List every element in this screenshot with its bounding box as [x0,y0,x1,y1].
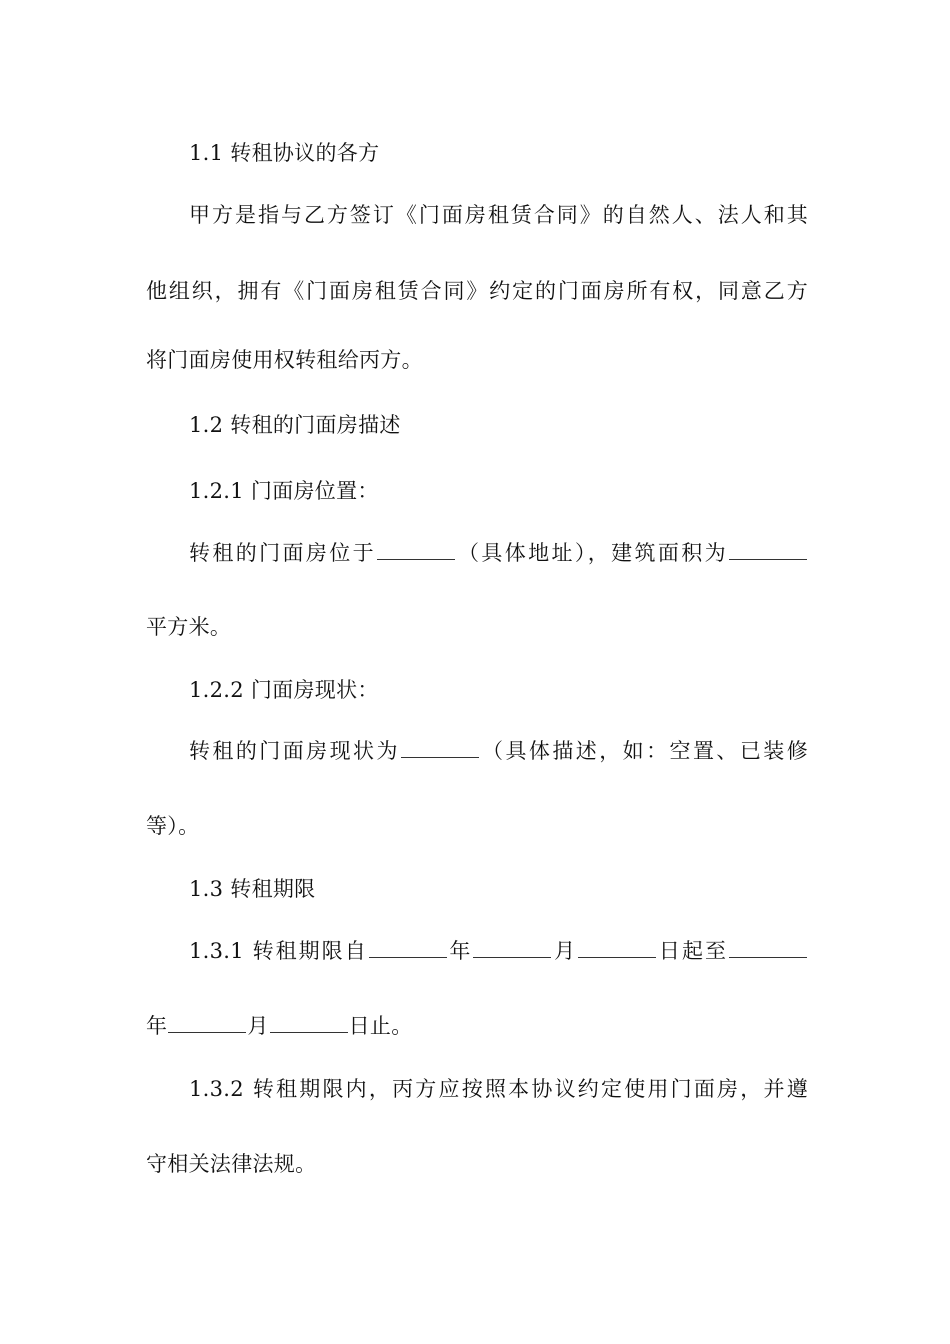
paragraph-condition-line-2: 等）。 [146,814,200,838]
paragraph-location-line-2: 平方米。 [146,615,232,639]
text-fragment: 月 [552,939,578,963]
fill-blank-start-day [578,939,656,958]
section-heading-1-2-1: 1.2.1 门面房位置： [189,479,379,503]
fill-blank-area [729,541,807,560]
paragraph-term-line-1 [189,937,808,965]
paragraph-obligation-line-2: 守相关法律法规。 [146,1152,317,1176]
section-heading-1-2-2: 1.2.2 门面房现状： [189,678,379,702]
fill-blank-start-month [473,939,551,958]
paragraph-parties-line-3: 将门面房使用权转租给丙方。 [146,348,423,372]
text-fragment: 日止。 [348,1014,413,1038]
text-fragment: 月 [247,1014,269,1038]
paragraph-term-line-2 [146,1012,808,1040]
fill-blank-end-year [729,939,807,958]
fill-blank-end-day [270,1014,348,1033]
text-fragment: 1.3.1 转租期限自 [189,939,368,963]
fill-blank-end-month [168,1014,246,1033]
text-fragment: 转租的门面房现状为 [189,739,400,763]
fill-blank-address [377,541,455,560]
text-fragment: （具体描述，如：空置、已装修 [479,739,809,763]
text-fragment: （具体地址），建筑面积为 [455,541,728,565]
fill-blank-start-year [369,939,447,958]
text-fragment: 年 [146,1014,168,1038]
section-heading-1-2: 1.2 转租的门面房描述 [189,413,401,437]
paragraph-parties-line-2: 他组织，拥有《门面房租赁合同》约定的门面房所有权，同意乙方 [146,279,808,303]
paragraph-obligation-line-1: 1.3.2 转租期限内，丙方应按照本协议约定使用门面房，并遵 [189,1077,808,1101]
text-fragment: 日起至 [657,939,728,963]
text-fragment: 年 [447,939,473,963]
section-heading-1-1: 1.1 转租协议的各方 [189,141,380,165]
section-heading-1-3: 1.3 转租期限 [189,877,316,901]
paragraph-location-line-1 [189,539,808,567]
text-fragment: 转租的门面房位于 [189,541,376,565]
fill-blank-condition [401,739,479,758]
paragraph-condition-line-1 [189,737,808,765]
paragraph-parties-line-1: 甲方是指与乙方签订《门面房租赁合同》的自然人、法人和其 [189,203,808,227]
